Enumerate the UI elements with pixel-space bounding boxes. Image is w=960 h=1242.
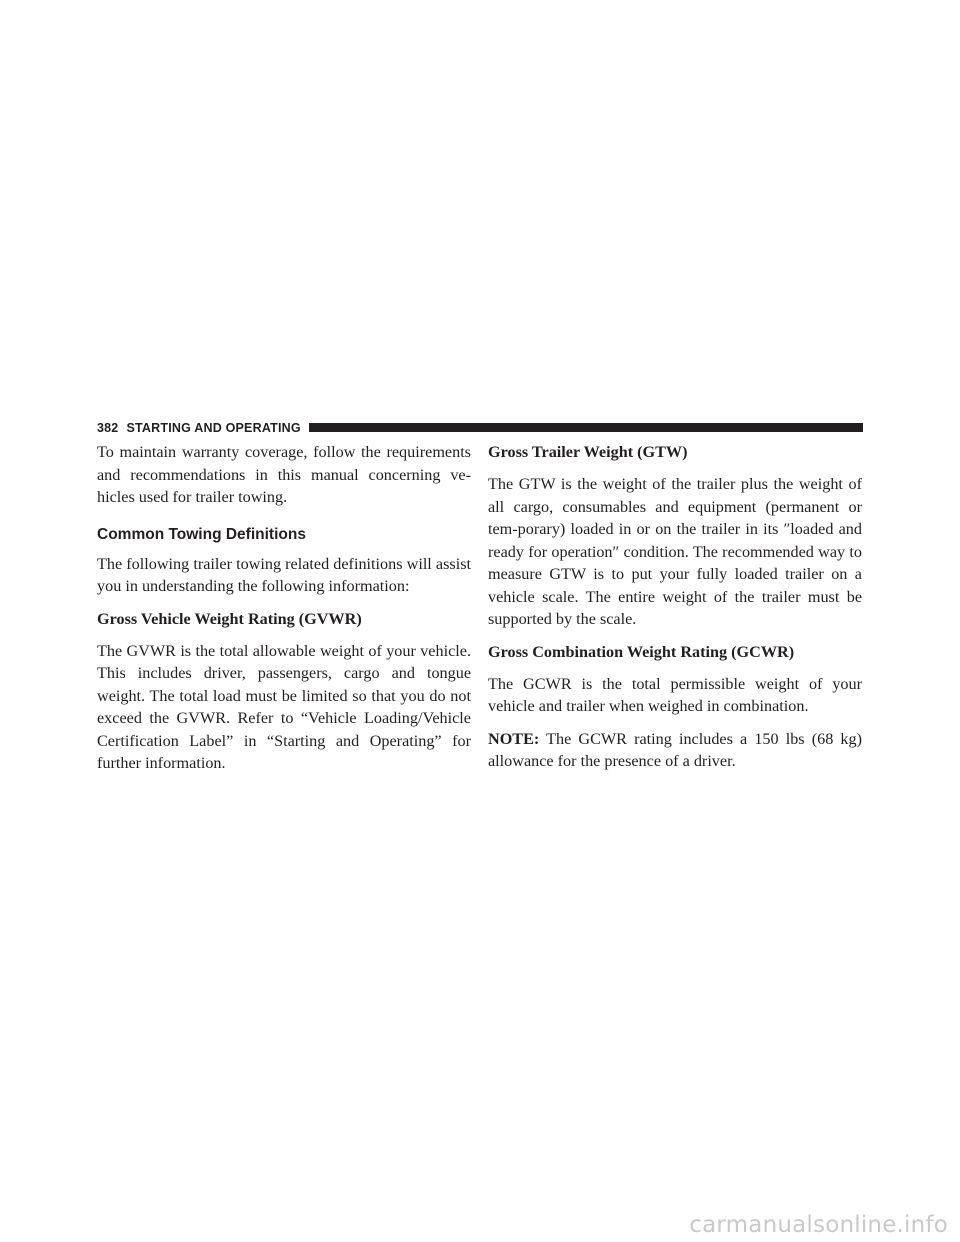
note-paragraph: [488, 728, 862, 773]
gvwr-title: Gross Vehicle Weight Rating (GVWR): [97, 609, 362, 628]
intro-paragraph: To maintain warranty coverage, follow the requirements and recommendations in this manual concerning ve-hicles used for trailer towing.: [97, 443, 471, 506]
note-label: NOTE:: [488, 729, 540, 748]
left-column: [97, 441, 471, 775]
page-number: 382: [97, 420, 119, 435]
section-title: STARTING AND OPERATING: [126, 420, 301, 435]
gtw-body: The GTW is the weight of the trailer plus the weight of all cargo, consumables and equipment (permanent or tem-porary) loaded in or on the trailer in its ″loaded and ready for operation″ condition. The recommended way to measure GTW is to put your fully loaded trailer on a vehicle scale. The entire weight of the trailer must be supported by the scale.: [488, 475, 862, 628]
site-watermark: carmanualsonline.info: [689, 1212, 948, 1238]
header-rule: [309, 423, 863, 432]
page-header: [97, 419, 863, 436]
note-body: The GCWR rating includes a 150 lbs (68 kg) allowance for the presence of a driver.: [488, 729, 862, 770]
right-column: [488, 441, 862, 773]
gvwr-body: The GVWR is the total allowable weight of your vehicle. This includes driver, passengers, cargo and tongue weight. The total load must be limited so that you do not exceed the GVWR. Refer to “Vehicle Loading/Vehicle Certification Label” in “Starting and Operating” for further information.: [97, 641, 471, 772]
gtw-title: Gross Trailer Weight (GTW): [488, 443, 688, 461]
definitions-intro: The following trailer towing related definitions will assist you in understanding the following information:: [97, 554, 471, 595]
section-heading: Common Towing Definitions: [97, 525, 306, 543]
gcwr-body: The GCWR is the total permissible weight of your vehicle and trailer when weighed in combination.: [488, 674, 862, 715]
gcwr-title: Gross Combination Weight Rating (GCWR): [488, 642, 795, 661]
